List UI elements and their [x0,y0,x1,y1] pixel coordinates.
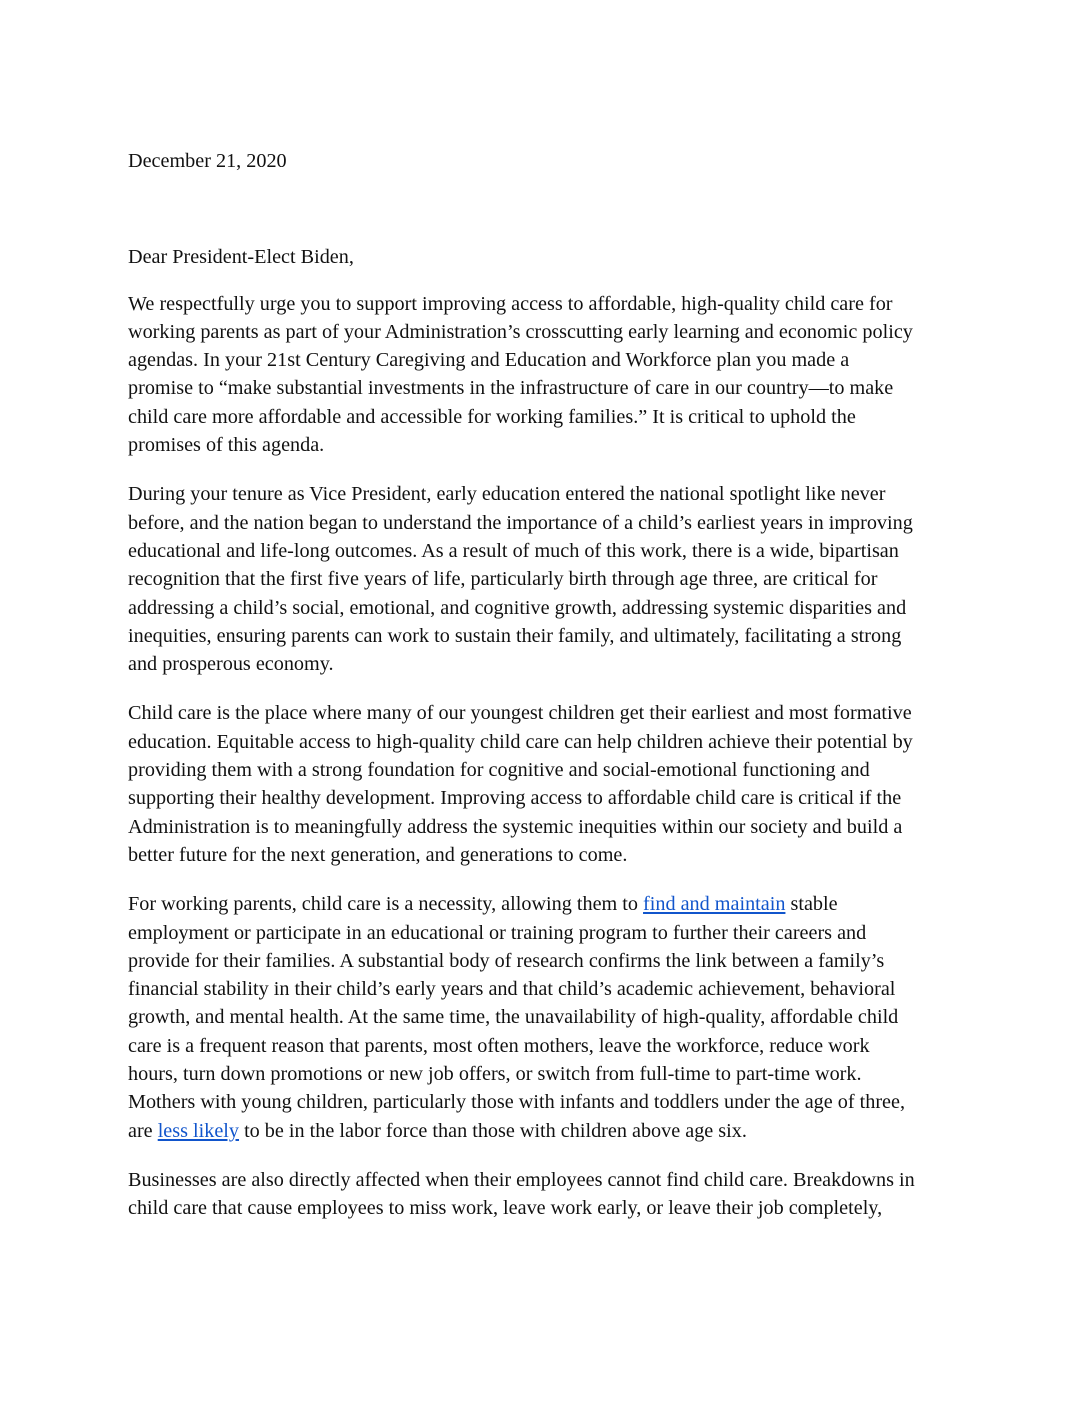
paragraph-line: Child care is the place where many of our youngest children get their earliest and most formative [128,702,912,725]
text-run: to be in the labor force than those with children above age six. [239,1119,747,1142]
less-likely-link[interactable]: less likely [157,1119,240,1142]
paragraph-line: During your tenure as Vice President, early education entered the national spotlight like never [128,483,886,506]
paragraph-line: provide for their families. A substantial body of research confirms the link between a family’s [128,949,885,972]
paragraph-line: recognition that the first five years of life, particularly birth through age three, are critical for [128,568,878,591]
paragraph-line: promises of this agenda. [128,434,325,457]
paragraph-line [128,890,968,918]
paragraph-line: Administration is to meaningfully address the systemic inequities within our society and build a [128,815,903,838]
paragraph-line: care is a frequent reason that parents, most often mothers, leave the workforce, reduce work [128,1034,870,1057]
paragraph-line: employment or participate in an educational or training program to further their careers and [128,921,867,944]
letter-date: December 21, 2020 [128,150,287,172]
paragraph-2 [128,480,968,678]
paragraph-line: educational and life-long outcomes. As a result of much of this work, there is a wide, bipartisan [128,539,899,562]
paragraph-line: before, and the nation began to understand the importance of a child’s earliest years in improving [128,511,913,534]
letter-salutation: Dear President-Elect Biden, [128,246,354,269]
letter-body [128,147,968,1223]
paragraph-4 [128,890,968,1145]
paragraph-3 [128,699,968,869]
paragraph-line: child care that cause employees to miss work, leave work early, or leave their job completely, [128,1197,883,1220]
paragraph-line: promise to “make substantial investments in the infrastructure of care in our country—to make [128,377,894,400]
paragraph-5 [128,1166,968,1223]
paragraph-line [128,1117,968,1145]
paragraph-line: growth, and mental health. At the same time, the unavailability of high-quality, affordable child [128,1006,899,1029]
paragraph-line: child care more affordable and accessible for working families.” It is critical to uphold the [128,405,856,428]
paragraph-line: inequities, ensuring parents can work to sustain their family, and ultimately, facilitating a strong [128,624,902,647]
text-run: are [128,1119,158,1142]
paragraph-line: supporting their healthy development. Improving access to affordable child care is critical if the [128,787,902,810]
paragraph-line: We respectfully urge you to support improving access to affordable, high-quality child care for [128,292,893,315]
paragraph-line: Businesses are also directly affected when their employees cannot find child care. Breakdowns in [128,1168,915,1191]
paragraph-1 [128,290,968,460]
paragraph-line: addressing a child’s social, emotional, and cognitive growth, addressing systemic disparities and [128,596,907,619]
paragraph-line: hours, turn down promotions or new job offers, or switch from full-time to part-time work. [128,1063,862,1086]
text-run: For working parents, child care is a necessity, allowing them to [128,893,644,916]
paragraph-line: providing them with a strong foundation for cognitive and social-emotional functioning and [128,759,870,782]
paragraph-line: education. Equitable access to high-quality child care can help children achieve their potential by [128,730,913,753]
paragraph-line: agendas. In your 21st Century Caregiving and Education and Workforce plan you made a [128,349,850,372]
paragraph-line: financial stability in their child’s early years and that child’s academic achievement, behavioral [128,978,896,1001]
paragraph-line: working parents as part of your Administration’s crosscutting early learning and economic policy [128,320,913,343]
find-and-maintain-link[interactable]: find and maintain [643,893,786,916]
paragraph-line: Mothers with young children, particularly those with infants and toddlers under the age of three, [128,1091,906,1114]
text-run: stable [785,893,838,916]
paragraph-line: better future for the next generation, and generations to come. [128,843,628,866]
paragraph-line: and prosperous economy. [128,653,334,676]
